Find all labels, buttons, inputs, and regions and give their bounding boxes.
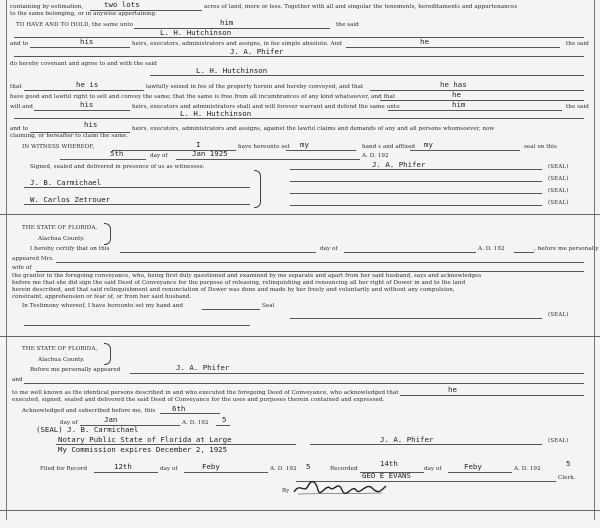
fill-line: [150, 75, 584, 76]
fill-line: [400, 395, 584, 396]
notary-title: Notary Public State of Florida at Large: [58, 435, 232, 444]
dower-county: Alachua County.: [38, 236, 85, 242]
lawfully-text: lawfully seized in fee of the property herein and hereby conveyed, and that: [146, 84, 364, 90]
left-border: [6, 0, 7, 520]
ack-he: he: [448, 385, 457, 394]
dower-seal-label: (SEAL): [548, 312, 569, 318]
fill-line: [410, 150, 520, 151]
fill-line: [448, 472, 512, 473]
will-and-text: will and: [10, 104, 33, 110]
appeared-text: appeared Mrs.: [12, 256, 55, 262]
ack-state: THE STATE OF FLORIDA,: [22, 346, 98, 352]
fill-line: [14, 56, 584, 57]
fill-line: [30, 47, 130, 48]
month-year-value: Jan 1925: [192, 149, 228, 158]
notary-commission: My Commission expires December 2, 1925: [58, 445, 228, 454]
hand-and-text: hand s and affixed: [362, 144, 416, 150]
day-value: 5th: [110, 149, 124, 158]
ack-year-digit: 5: [222, 415, 227, 424]
notary-seal-name: (SEAL) J. B. Carmichael: [36, 425, 139, 434]
seal-label-1: (SEAL): [548, 164, 569, 170]
certify-text: I hereby certify that on this: [30, 246, 110, 252]
ack-day-of: day of: [60, 420, 78, 426]
fill-line: [290, 318, 542, 319]
warrant-text: heirs, executors and administrators shall and will forever warrant and defend the same unto: [132, 104, 400, 110]
seal-label-2: (SEAL): [548, 176, 569, 182]
filed-month: Feby: [202, 462, 220, 471]
lots-value: two lots: [104, 0, 140, 9]
day-of-text: day of: [150, 153, 168, 159]
the-said-text-3: the said: [566, 104, 589, 110]
by-label: By: [282, 488, 290, 494]
grantee-name-2: L. H. Hutchinson: [196, 66, 268, 75]
right-border: [594, 0, 595, 520]
ad-text: A. D. 192: [362, 153, 389, 159]
ack-signer: J. A. Phifer: [380, 435, 434, 444]
fill-line: [388, 110, 562, 111]
subscribed-text: Acknowledged and subscribed before me, this: [22, 408, 156, 414]
and-to-text: and to: [10, 41, 29, 47]
fill-line: [14, 118, 584, 119]
grantee-name-3: L. H. Hutchinson: [180, 109, 252, 118]
estimation-text: containing by estimation,: [10, 4, 84, 10]
fill-line: [24, 204, 250, 205]
ack-day: 6th: [172, 404, 186, 413]
ack-seal: (SEAL): [548, 438, 569, 444]
clerk-signature: [292, 478, 388, 498]
fill-line: [24, 90, 144, 91]
fill-line: [514, 252, 534, 253]
witness-whereof-text: IN WITNESS WHEREOF,: [22, 144, 95, 150]
acres-text: acres of land, more or less. Together with all and singular the tenements, hereditaments and appurtenances: [204, 4, 518, 10]
and-to-text-2: and to: [10, 126, 29, 132]
seal-label-4: (SEAL): [548, 200, 569, 206]
fill-line: [56, 262, 584, 263]
fill-line: [24, 383, 584, 384]
he-has-value: he has: [440, 80, 467, 89]
fill-line: [346, 47, 560, 48]
fill-line: [184, 472, 268, 473]
clerk-name: GEO E EVANS: [362, 471, 411, 480]
fill-line: [310, 444, 542, 445]
fill-line: [290, 169, 542, 170]
fill-line: [216, 425, 230, 426]
filed-year: 5: [306, 462, 311, 471]
he-value-2: he: [452, 90, 461, 99]
section-divider-2: [0, 336, 600, 337]
him-value-2: him: [452, 100, 466, 109]
fill-line: [176, 159, 360, 160]
rec-year: 5: [566, 459, 571, 468]
covenant-text: do hereby covenant and agree to and with the said: [10, 61, 157, 67]
my-value-2: my: [424, 140, 433, 149]
fill-line: [14, 37, 584, 38]
his-value-3: his: [84, 120, 98, 129]
fill-line: [160, 413, 220, 414]
fill-line: [120, 252, 316, 253]
his-value-2: his: [80, 100, 94, 109]
him-value-1: him: [220, 18, 234, 27]
clerk-label: Clerk.: [558, 475, 576, 481]
filed-day-of: day of: [160, 466, 178, 472]
section-divider-1: [0, 214, 600, 215]
dower-day-of: day of: [320, 246, 338, 252]
appertaining-text: to the same belonging, or in anywise appertaining.: [10, 11, 158, 17]
fill-line: [130, 373, 584, 374]
dower-para-3: herein described, and that said relinquishment and renunciation of Dower was done and made by her freely and voluntarily and without any compulsion,: [12, 287, 455, 293]
fill-line: [34, 110, 130, 111]
filed-text: Filed for Record: [40, 466, 88, 472]
before-me-text: , before me personally: [534, 246, 599, 252]
against-text: heirs, executors, administrators and assigns, against the lawful claims and demands of any and all persons whomsoever, now: [132, 126, 495, 132]
the-said-text-2: the said: [566, 41, 589, 47]
fill-line: [344, 252, 476, 253]
ack-person: J. A. Phifer: [176, 363, 230, 372]
fill-line: [56, 444, 296, 445]
hereunto-text: have hereunto set: [238, 144, 290, 150]
ack-and: and: [12, 377, 23, 383]
dower-para-4: constraint, apprehension or fear of, or from her said husband.: [12, 294, 192, 300]
signer-name: J. A. Phifer: [372, 160, 426, 169]
seal-label-3: (SEAL): [548, 188, 569, 194]
fill-line: [290, 193, 542, 194]
wife-of-text: wife of: [12, 265, 32, 271]
fill-line: [36, 271, 584, 272]
seal-word: Seal: [262, 303, 275, 309]
grantee-name-1: L. H. Hutchinson: [160, 28, 232, 37]
claiming-text: claiming, or hereafter to claim the same.: [10, 133, 129, 139]
fill-line: [94, 472, 158, 473]
fill-line: [60, 159, 146, 160]
the-said-text: the said: [336, 22, 359, 28]
fill-line: [286, 150, 356, 151]
fill-line: [380, 100, 584, 101]
his-value-1: his: [80, 37, 94, 46]
recorded-text: Recorded: [330, 466, 358, 472]
heirs-text: heirs, executors, administrators and assigns, in fee simple absolute. And: [132, 41, 342, 47]
he-is-value: he is: [76, 80, 99, 89]
fill-line: [290, 181, 542, 182]
witness-name-2: W. Carlos Zetrouer: [30, 195, 111, 204]
ack-month: Jan: [104, 415, 118, 424]
fill-line: [202, 309, 260, 310]
my-value-1: my: [300, 140, 309, 149]
dower-ad: A. D. 192: [478, 246, 505, 252]
dower-para-1: the grantor in the foregoing conveyance, who, being first duly questioned and examined by me separate and apart from her said husband, says and acknowledges: [12, 273, 482, 279]
fill-line: [24, 325, 250, 326]
grantor-name-1: J. A. Phifer: [230, 47, 284, 56]
he-value-1: he: [420, 37, 429, 46]
rec-day-of: day of: [424, 466, 442, 472]
signed-sealed-text: Signed, sealed and delivered in presence of us as witnesses:: [30, 164, 205, 170]
ack-ad: A. D. 192: [182, 420, 209, 426]
rec-month: Feby: [464, 462, 482, 471]
before-me-appeared: Before me personally appeared: [30, 367, 121, 373]
known-text-1: to me well known as the identical persons described in and who executed the foregoing Deed of Conveyance, who acknowledged that: [12, 390, 399, 396]
rec-ad: A. D. 192: [514, 466, 541, 472]
ack-county: Alachua County.: [38, 357, 85, 363]
fill-line: [24, 187, 250, 188]
filed-ad: A. D. 192: [270, 466, 297, 472]
that-text: that: [10, 84, 22, 90]
known-text-2: executed, signed, sealed and delivered the said Deed of Conveyance for the uses and purposes therein contained and expressed.: [12, 397, 385, 403]
good-right-text: have good and lawful right to sell and convey the same; that the same is free from all incumbrances of any kind whatsoever, and that: [10, 94, 396, 100]
dower-para-2: before me that she did sign the said Deed of Conveyance for the purpose of releasing, relinquishing and renouncing all her right of Dower in and to the land: [12, 280, 466, 286]
i-value: I: [196, 140, 201, 149]
filed-day: 12th: [114, 462, 132, 471]
witness-brace: [254, 170, 261, 208]
dower-brace: [104, 223, 111, 245]
fill-line: [370, 90, 584, 91]
witness-name-1: J. B. Carmichael: [30, 178, 102, 187]
rec-day: 14th: [380, 459, 398, 468]
bottom-divider: [0, 510, 600, 511]
ack-brace: [104, 343, 111, 365]
seal-on-text: seal on this: [524, 144, 557, 150]
fill-line: [290, 205, 542, 206]
habendum-text: TO HAVE AND TO HOLD, the same unto: [16, 22, 134, 28]
testimony-text: In Testimony whereof, I have hereunto set my hand and: [22, 303, 183, 309]
dower-state: THE STATE OF FLORIDA,: [22, 225, 98, 231]
